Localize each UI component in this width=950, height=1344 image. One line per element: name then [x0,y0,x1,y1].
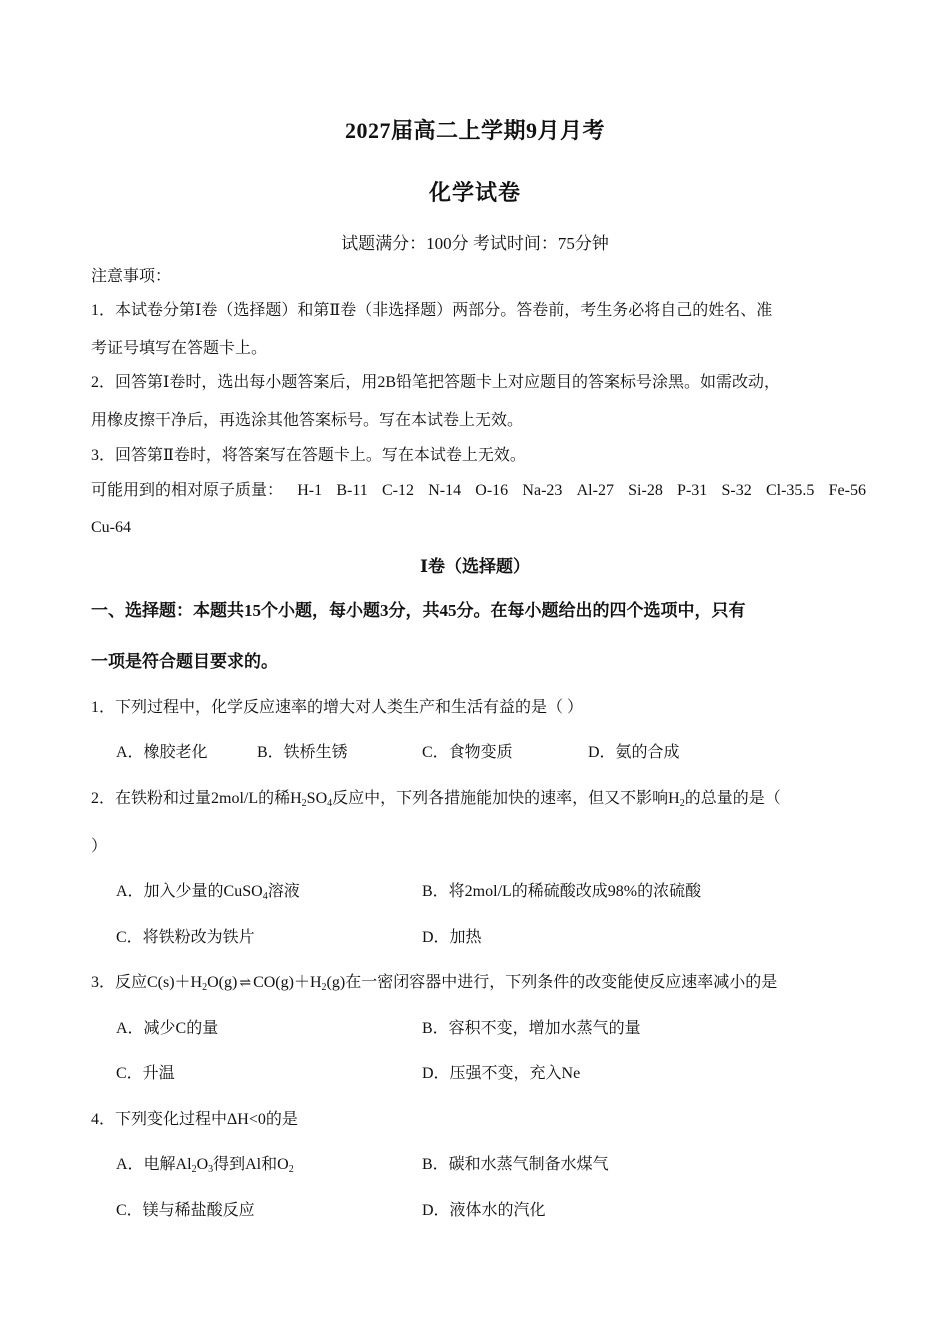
equilibrium-arrow-icon: ⇌ [239,976,252,991]
q2-stem-line-2: ） [91,838,108,855]
exam-title: 2027届高二上学期9月月考 [344,118,605,143]
q3-option-c: C．升温 [116,1065,175,1082]
note-1-line-2: 考证号填写在答题卡上。 [91,340,268,357]
mass-item: H-1 [297,482,323,499]
subscript: 2 [301,798,307,809]
subscript: 2 [288,1164,294,1175]
q4-option-b: B．碳和水蒸气制备水煤气 [422,1156,609,1173]
mass-item: Na-23 [522,482,563,499]
q3-stem-part: O(g) [207,974,238,991]
q4-option-a-part: O [196,1156,209,1173]
exam-info: 试题满分：100分 考试时间：75分钟 [341,234,609,253]
subject-title: 化学试卷 [428,180,521,205]
q4-option-d: D．液体水的汽化 [422,1202,546,1219]
atomic-masses-row [91,480,866,502]
q1-option-c: C．食物变质 [422,744,513,761]
subscript: 2 [321,982,327,993]
mass-item: S-32 [721,482,752,499]
subscript: 4 [327,798,333,809]
notes-heading: 注意事项： [91,268,172,285]
mass-item: Cl-35.5 [765,482,815,499]
mass-item: O-16 [475,482,509,499]
q4-option-a-part: A．电解Al [116,1156,192,1173]
q2-stem-part: 2．在铁粉和过量2mol/L的稀H [91,790,302,807]
q2-option-a [116,881,300,903]
mass-item: P-31 [677,482,708,499]
mass-item: Fe-56 [828,482,866,499]
note-3: 3．回答第Ⅱ卷时，将答案写在答题卡上。写在本试卷上无效。 [91,447,526,464]
note-1-line-1: 1．本试卷分第Ⅰ卷（选择题）和第Ⅱ卷（非选择题）两部分。答卷前，考生务必将自己的姓名、准 [91,302,773,319]
q3-stem-part: (g)在一密闭容器中进行，下列条件的改变能使反应速率减小的是 [326,974,778,991]
atomic-masses-wrap: Cu-64 [91,519,131,536]
q3-stem-part: 3．反应C(s)＋H [91,974,203,991]
q2-option-c: C．将铁粉改为铁片 [116,929,255,946]
subscript: 2 [202,982,208,993]
q3-option-a: A．减少C的量 [116,1020,219,1037]
q1-option-b: B．铁桥生锈 [257,744,348,761]
mass-item: B-11 [336,482,368,499]
atomic-masses-label: 可能用到的相对原子质量： [91,482,284,499]
q2-stem-part: 反应中，下列各措施能加快的速率，但又不影响H [332,790,680,807]
q2-option-b: B．将2mol/L的稀硫酸改成98%的浓硫酸 [422,883,702,900]
q4-option-a [116,1154,294,1176]
mass-item: N-14 [428,482,462,499]
note-2-line-2: 用橡皮擦干净后，再选涂其他答案标号。写在本试卷上无效。 [91,412,524,429]
q1-stem: 1．下列过程中，化学反应速率的增大对人类生产和生活有益的是（ ） [91,699,584,716]
q1-option-a: A．橡胶老化 [116,744,208,761]
subscript: 2 [191,1164,197,1175]
mass-item: Si-28 [628,482,663,499]
q3-option-b: B．容积不变，增加水蒸气的量 [422,1020,641,1037]
q2-option-a-part: 溶液 [267,883,300,900]
q3-stem [91,972,866,995]
note-2-line-1: 2．回答第Ⅰ卷时，选出每小题答案后，用2B铅笔把答题卡上对应题目的答案标号涂黑。如需改动， [91,374,780,391]
q3-stem-part: CO(g)＋H [253,974,322,991]
subscript: 2 [679,798,685,809]
q4-stem: 4．下列变化过程中ΔH<0的是 [91,1111,298,1128]
q2-stem-part: SO [306,790,328,807]
subscript: 4 [262,891,268,902]
section-title: Ⅰ卷（选择题） [420,557,530,576]
q2-stem-part: 的总量的是（ [684,790,781,807]
section-intro-line-1: 一、选择题：本题共15个小题，每小题3分，共45分。在每小题给出的四个选项中，只有 [91,601,746,620]
q4-option-c: C．镁与稀盐酸反应 [116,1202,255,1219]
subscript: 3 [208,1164,214,1175]
q2-stem [91,788,866,810]
mass-item: C-12 [381,482,414,499]
q2-option-d: D．加热 [422,929,482,946]
section-intro-line-2: 一项是符合题目要求的。 [91,652,278,671]
q4-option-a-part: 得到Al和O [213,1156,289,1173]
mass-item: Al-27 [576,482,614,499]
q2-option-a-part: A．加入少量的CuSO [116,883,263,900]
q3-option-d: D．压强不变，充入Ne [422,1065,581,1082]
q1-option-d: D．氨的合成 [588,744,680,761]
